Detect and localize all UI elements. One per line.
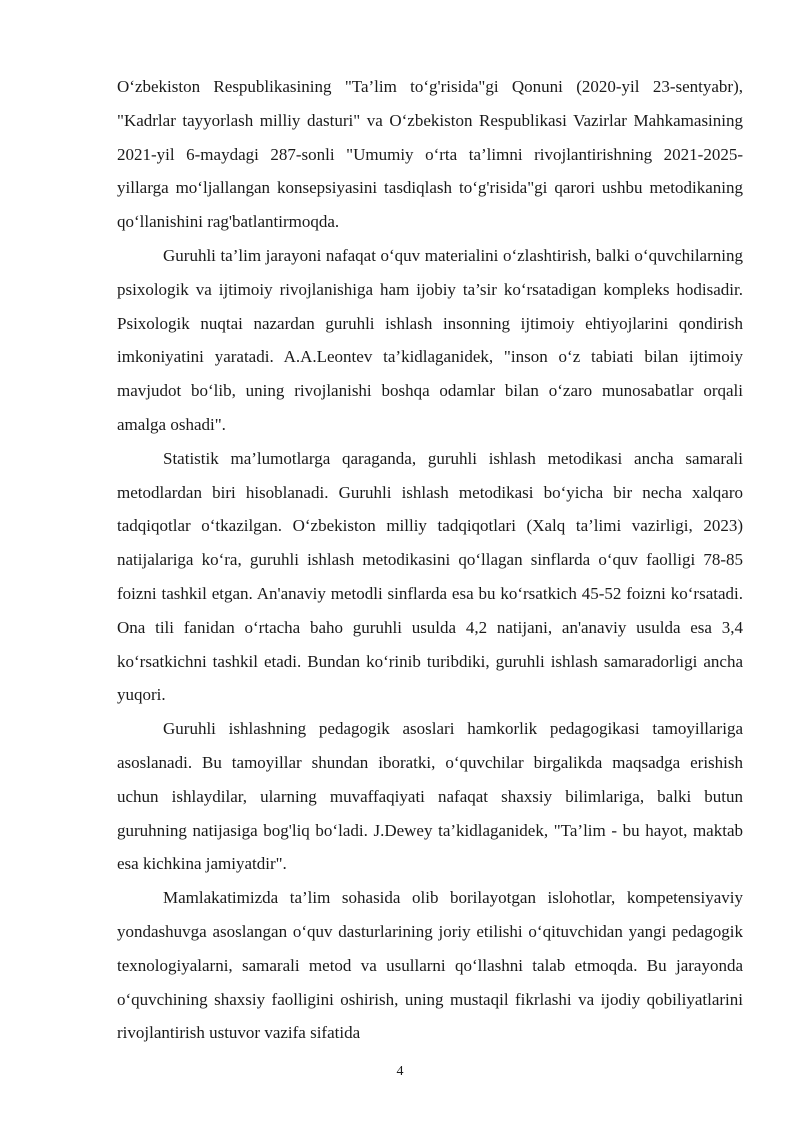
- body-text: [117, 70, 743, 1050]
- page-number: 4: [396, 1064, 404, 1079]
- paragraph-group-learning-psychology: Guruhli ta’lim jarayoni nafaqat o‘quv materialini o‘zlashtirish, balki o‘quvchilarning psixologik va ijtimoiy rivojlanishiga ham ijobiy ta’sir ko‘rsatadigan kompleks hodisadir. Psixologik nuqtai nazardan guruhli ishlash insonning ijtimoiy ehtiyojlarini qondirish imkoniyatini yaratadi. A.A.Leontev ta’kidlaganidek, "inson o‘z tabiati bilan ijtimoiy mavjudot bo‘lib, uning rivojlanishi boshqa odamlar bilan o‘zaro munosabatlar orqali amalga oshadi".: [117, 245, 743, 434]
- paragraph-education-reforms: Mamlakatimizda ta’lim sohasida olib borilayotgan islohotlar, kompetensiyaviy yondashuvga asoslangan o‘quv dasturlarining joriy etilishi o‘qituvchidan yangi pedagogik texnologiyalarni, samarali metod va usullarni qo‘llashni talab etmoqda. Bu jarayonda o‘quvchining shaxsiy faolligini oshirish, uning mustaqil fikrlashi va ijodiy qobiliyatlarini rivojlantirish ustuvor vazifa sifatida: [117, 888, 743, 1043]
- paragraph-pedagogical-basis: Guruhli ishlashning pedagogik asoslari hamkorlik pedagogikasi tamoyillariga asoslanadi. Bu tamoyillar shundan iboratki, o‘quvchilar birgalikda maqsadga erishish uchun ishlaydilar, ularning muvaffaqiyati nafaqat shaxsiy bilimlariga, balki butun guruhning natijasiga bog'liq bo‘ladi. J.Dewey ta’kidlaganidek, "Ta’lim - bu hayot, maktab esa kichkina jamiyatdir".: [117, 719, 743, 874]
- paragraph-statistics: Statistik ma’lumotlarga qaraganda, guruhli ishlash metodikasi ancha samarali metodlardan biri hisoblanadi. Guruhli ishlash metodikasi bo‘yicha bir necha xalqaro tadqiqotlar o‘tkazilgan. O‘zbekiston milliy tadqiqotlari (Xalq ta’limi vazirligi, 2023) natijalariga ko‘ra, guruhli ishlash metodikasini qo‘llagan sinflarda o‘quv faolligi 78-85 foizni tashkil etgan. An'anaviy metodli sinflarda esa bu ko‘rsatkich 45-52 foizni ko‘rsatadi. Ona tili fanidan o‘rtacha baho guruhli usulda 4,2 natijani, an'anaviy usulda esa 3,4 ko‘rsatkichni tashkil etadi. Bundan ko‘rinib turibdiki, guruhli ishlash samaradorligi ancha yuqori.: [117, 448, 743, 705]
- paragraph-legal-basis: O‘zbekiston Respublikasining "Ta’lim to‘g'risida"gi Qonuni (2020-yil 23-sentyabr), "Kadrlar tayyorlash milliy dasturi" va O‘zbekiston Respublikasi Vazirlar Mahkamasining 2021-yil 6-maydagi 287-sonli "Umumiy o‘rta ta’limni rivojlantirishning 2021-2025-yillarga mo‘ljallangan konsepsiyasini tasdiqlash to‘g'risida"gi qarori ushbu metodikaning qo‘llanishini rag'batlantirmoqda.: [117, 77, 743, 232]
